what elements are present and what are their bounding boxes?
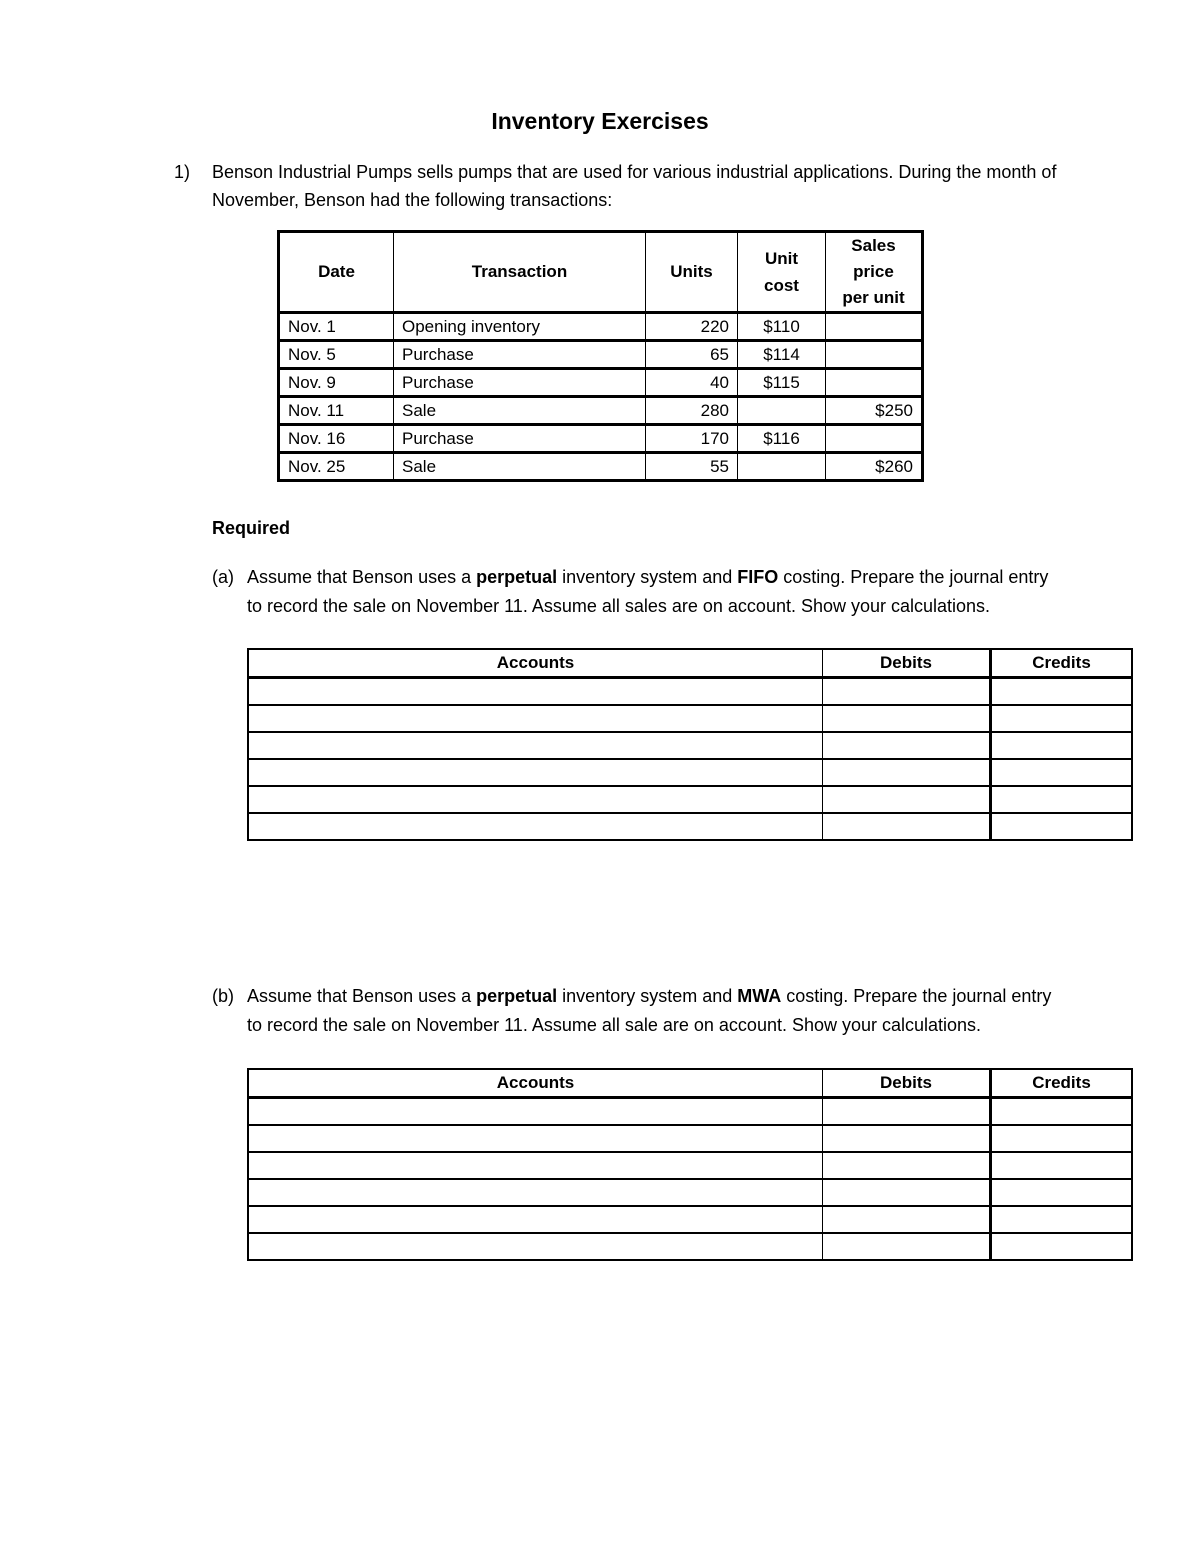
journal-entry-row <box>248 1098 1132 1126</box>
part-a-label: (a) <box>212 567 234 587</box>
account-cell[interactable] <box>248 1152 823 1179</box>
debit-cell[interactable] <box>823 813 991 840</box>
transactions-table <box>277 230 924 482</box>
cell-transaction: Purchase <box>394 341 646 369</box>
credit-cell[interactable] <box>991 732 1133 759</box>
question-number: 1) <box>174 162 191 182</box>
account-cell[interactable] <box>248 786 823 813</box>
journal-entry-row <box>248 705 1132 732</box>
debit-cell[interactable] <box>823 705 991 732</box>
cell-transaction: Sale <box>394 453 646 481</box>
cell-transaction: Purchase <box>394 425 646 453</box>
journal-table-b <box>247 1068 1133 1261</box>
cell-sales-price: $250 <box>826 397 923 425</box>
cell-date: Nov. 25 <box>279 453 394 481</box>
cell-unit-cost <box>738 453 826 481</box>
cell-unit-cost: $114 <box>738 341 826 369</box>
page-title: Inventory Exercises <box>491 108 709 134</box>
part-a-bold-method: FIFO <box>737 567 779 587</box>
journal-entry-row <box>248 813 1132 840</box>
credit-cell[interactable] <box>991 759 1133 786</box>
cell-unit-cost: $116 <box>738 425 826 453</box>
part-b-label: (b) <box>212 986 234 1006</box>
journal-b-header-debits: Debits <box>823 1069 991 1098</box>
part-a-text <box>247 563 1067 620</box>
part-a-text-1: Assume that Benson uses a <box>247 567 477 587</box>
journal-entry-row <box>248 678 1132 706</box>
credit-cell[interactable] <box>991 1152 1133 1179</box>
journal-b-body <box>248 1098 1132 1261</box>
account-cell[interactable] <box>248 813 823 840</box>
account-cell[interactable] <box>248 1206 823 1233</box>
account-cell[interactable] <box>248 1125 823 1152</box>
cell-units: 65 <box>646 341 738 369</box>
cell-sales-price <box>826 425 923 453</box>
journal-table-a <box>247 648 1133 841</box>
journal-a-header-accounts: Accounts <box>248 649 823 678</box>
journal-entry-row <box>248 1206 1132 1233</box>
journal-a-header-debits: Debits <box>823 649 991 678</box>
journal-entry-row <box>248 732 1132 759</box>
journal-entry-row <box>248 759 1132 786</box>
cell-units: 280 <box>646 397 738 425</box>
question-text: Benson Industrial Pumps sells pumps that are used for various industrial applications. During the month of November, Benson had the following transactions: <box>212 162 1057 210</box>
account-cell[interactable] <box>248 732 823 759</box>
part-a-bold-system: perpetual <box>476 567 558 587</box>
debit-cell[interactable] <box>823 786 991 813</box>
transaction-row <box>279 397 923 425</box>
cell-transaction: Sale <box>394 397 646 425</box>
header-unit-cost <box>738 232 826 313</box>
part-b-text-3: costing. Prepare the journal entry to record the sale on November 11. Assume all sale are on account. Show your calculations. <box>247 986 1052 1035</box>
journal-b-header-credits: Credits <box>991 1069 1133 1098</box>
debit-cell[interactable] <box>823 1179 991 1206</box>
credit-cell[interactable] <box>991 786 1133 813</box>
credit-cell[interactable] <box>991 705 1133 732</box>
header-sales-price <box>826 232 923 313</box>
credit-cell[interactable] <box>991 1233 1133 1260</box>
transactions-header-row <box>279 232 923 313</box>
cell-transaction: Purchase <box>394 369 646 397</box>
cell-date: Nov. 11 <box>279 397 394 425</box>
part-b-bold-method: MWA <box>737 986 782 1006</box>
cell-units: 40 <box>646 369 738 397</box>
cell-date: Nov. 5 <box>279 341 394 369</box>
header-date: Date <box>279 232 394 313</box>
account-cell[interactable] <box>248 1233 823 1260</box>
journal-entry-row <box>248 1233 1132 1260</box>
debit-cell[interactable] <box>823 759 991 786</box>
account-cell[interactable] <box>248 1179 823 1206</box>
journal-b-header-accounts: Accounts <box>248 1069 823 1098</box>
part-b-text-1: Assume that Benson uses a <box>247 986 477 1006</box>
cell-unit-cost: $110 <box>738 313 826 341</box>
cell-transaction: Opening inventory <box>394 313 646 341</box>
journal-entry-row <box>248 786 1132 813</box>
account-cell[interactable] <box>248 759 823 786</box>
debit-cell[interactable] <box>823 1233 991 1260</box>
journal-entry-row <box>248 1152 1132 1179</box>
debit-cell[interactable] <box>823 1206 991 1233</box>
part-b-bold-system: perpetual <box>476 986 558 1006</box>
required-heading: Required <box>212 518 291 538</box>
cell-units: 170 <box>646 425 738 453</box>
cell-date: Nov. 1 <box>279 313 394 341</box>
header-transaction: Transaction <box>394 232 646 313</box>
debit-cell[interactable] <box>823 678 991 706</box>
journal-b-header-row <box>248 1069 1132 1098</box>
cell-unit-cost <box>738 397 826 425</box>
debit-cell[interactable] <box>823 1152 991 1179</box>
part-b-text <box>247 982 1067 1039</box>
credit-cell[interactable] <box>991 813 1133 840</box>
cell-sales-price <box>826 369 923 397</box>
credit-cell[interactable] <box>991 1125 1133 1152</box>
cell-units: 220 <box>646 313 738 341</box>
transaction-row <box>279 313 923 341</box>
cell-sales-price <box>826 341 923 369</box>
header-units: Units <box>646 232 738 313</box>
account-cell[interactable] <box>248 678 823 706</box>
credit-cell[interactable] <box>991 1206 1133 1233</box>
part-a-text-2: inventory system and <box>557 567 738 587</box>
cell-date: Nov. 16 <box>279 425 394 453</box>
debit-cell[interactable] <box>823 732 991 759</box>
cell-units: 55 <box>646 453 738 481</box>
credit-cell[interactable] <box>991 678 1133 706</box>
journal-a-header-credits: Credits <box>991 649 1133 678</box>
account-cell[interactable] <box>248 1098 823 1126</box>
cell-sales-price <box>826 313 923 341</box>
transaction-row <box>279 369 923 397</box>
debit-cell[interactable] <box>823 1098 991 1126</box>
journal-a-header-row <box>248 649 1132 678</box>
transaction-row <box>279 341 923 369</box>
header-unit-cost-label: Unit cost <box>764 249 799 295</box>
cell-unit-cost: $115 <box>738 369 826 397</box>
credit-cell[interactable] <box>991 1098 1133 1126</box>
part-b-text-2: inventory system and <box>557 986 738 1006</box>
transaction-row <box>279 425 923 453</box>
credit-cell[interactable] <box>991 1179 1133 1206</box>
header-sales-price-label: Sales price per unit <box>842 236 905 307</box>
transaction-row <box>279 453 923 481</box>
journal-a-body <box>248 678 1132 841</box>
part-a-text-3: costing. Prepare the journal entry to record the sale on November 11. Assume all sales are on account. Show your calculations. <box>247 567 1049 616</box>
cell-date: Nov. 9 <box>279 369 394 397</box>
account-cell[interactable] <box>248 705 823 732</box>
journal-entry-row <box>248 1125 1132 1152</box>
debit-cell[interactable] <box>823 1125 991 1152</box>
journal-entry-row <box>248 1179 1132 1206</box>
cell-sales-price: $260 <box>826 453 923 481</box>
